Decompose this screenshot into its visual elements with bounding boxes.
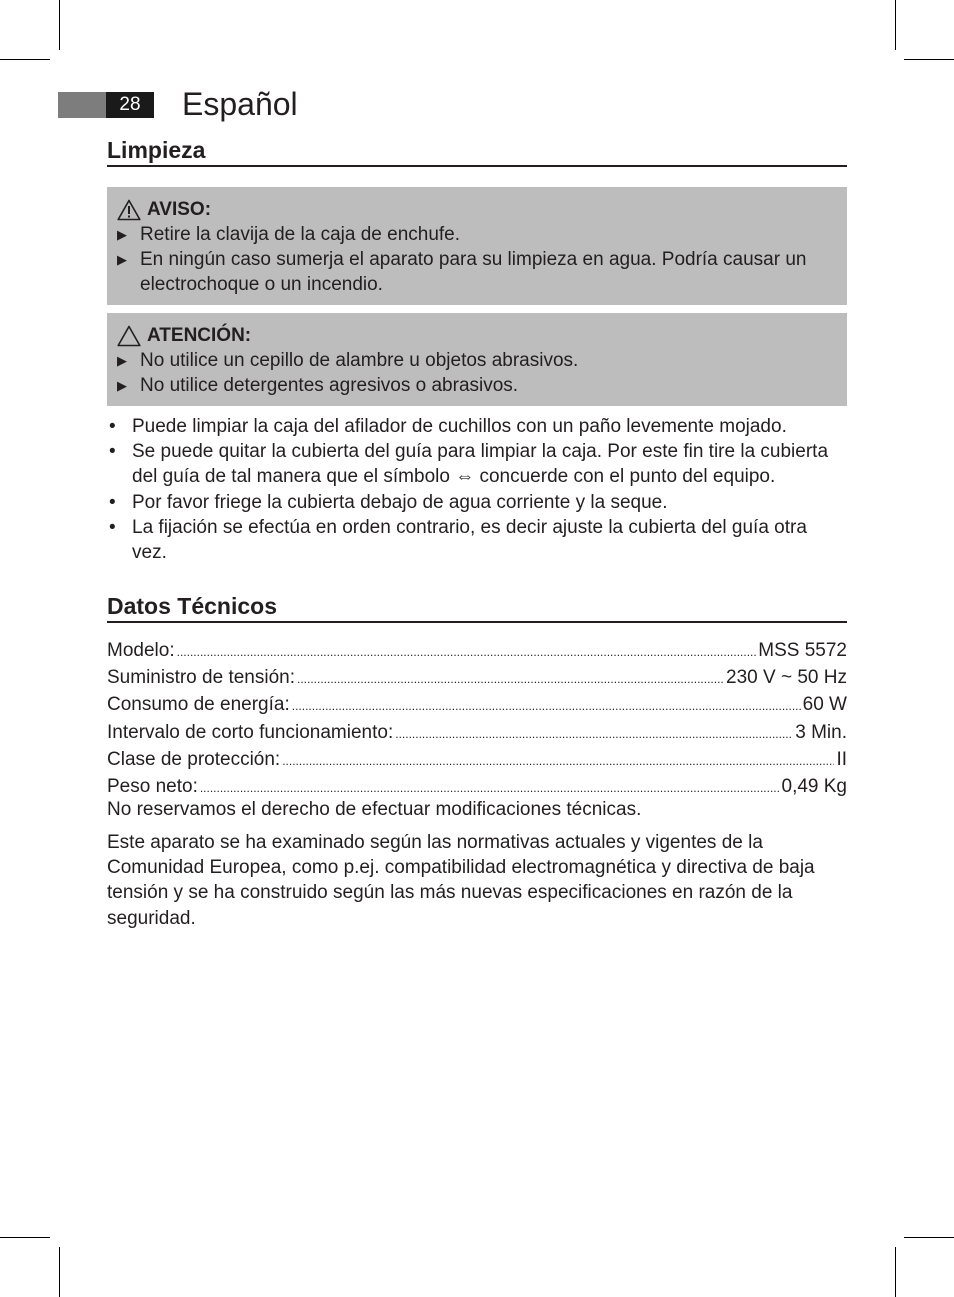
arrow-right-icon: ▶ [117, 353, 127, 368]
arrow-right-icon: ▶ [117, 378, 127, 393]
specs-table [107, 638, 847, 801]
caution-triangle-icon [117, 325, 141, 347]
caution-item [117, 348, 837, 373]
leader-dots [297, 665, 724, 692]
spec-label: Clase de protección: [107, 748, 281, 770]
list-item [107, 439, 847, 489]
spec-row [107, 665, 847, 692]
list-item-text: Se puede quitar la cubierta del guía para limpiar la caja. Por este fin tire la cubierta del guía de tal manera que el símbolo ⇔ concuerde con el punto del equipo. [132, 441, 829, 488]
crop-mark [904, 1237, 954, 1238]
section-title-specs: Datos Técnicos [107, 592, 847, 623]
spec-label: Intervalo de corto funcionamiento: [107, 721, 394, 743]
spec-row [107, 747, 847, 774]
caution-heading [117, 323, 837, 348]
arrow-right-icon: ▶ [117, 227, 127, 242]
list-item-text: Por favor friege la cubierta debajo de agua corriente y la seque. [132, 491, 668, 513]
cleaning-bullet-list [107, 414, 847, 565]
page-number: 28 [106, 92, 154, 118]
crop-mark [59, 1247, 60, 1297]
caution-item-text: No utilice un cepillo de alambre u objetos abrasivos. [140, 350, 579, 371]
spec-value: 3 Min. [795, 721, 847, 743]
warning-triangle-icon [117, 199, 141, 221]
crop-mark [895, 0, 896, 50]
warning-heading [117, 197, 837, 222]
warning-box [107, 187, 847, 305]
language-title: Español [182, 86, 298, 122]
warning-item-text: En ningún caso sumerja el aparato para su limpieza en agua. Podría causar un electrochoque o un incendio. [140, 249, 807, 295]
crop-mark [0, 59, 50, 60]
bullet-dot: • [109, 441, 116, 463]
spec-value: MSS 5572 [758, 640, 847, 661]
crop-mark [59, 0, 60, 50]
spec-value: II [836, 748, 847, 770]
spec-label: Modelo: [107, 640, 175, 661]
spec-value: 0,49 Kg [781, 776, 847, 798]
caution-heading-label: ATENCIÓN: [147, 325, 252, 346]
crop-mark [0, 1237, 50, 1238]
warning-item-text: Retire la clavija de la caja de enchufe. [140, 224, 461, 245]
spec-label: Consumo de energía: [107, 694, 290, 716]
spec-value: 60 W [802, 694, 847, 716]
crop-mark [895, 1247, 896, 1297]
bullet-dot: • [109, 516, 116, 538]
list-item [107, 490, 847, 515]
spec-label: Peso neto: [107, 776, 198, 798]
warning-item [117, 222, 837, 247]
spec-row [107, 638, 847, 665]
caution-box [107, 313, 847, 406]
modifications-note: No reservamos el derecho de efectuar modificaciones técnicas. [107, 799, 642, 820]
section-title-cleaning: Limpieza [107, 136, 847, 167]
leader-dots [177, 638, 757, 665]
conformity-statement: Este aparato se ha examinado según las normativas actuales y vigentes de la Comunidad Europea, como p.ej. compatibilidad electromagnética y directiva de baja tensión y se ha construido según las más nuevas especificaciones en razón de la seguridad. [107, 832, 815, 929]
list-item [107, 414, 847, 439]
spec-label: Suministro de tensión: [107, 667, 295, 689]
spec-value: 230 V ~ 50 Hz [726, 667, 847, 689]
list-item-text: Puede limpiar la caja del afilador de cuchillos con un paño levemente mojado. [132, 416, 787, 437]
bullet-dot: • [109, 491, 116, 513]
list-item-text: La fijación se efectúa en orden contrario, es decir ajuste la cubierta del guía otra vez. [132, 516, 807, 564]
spec-row [107, 720, 847, 747]
bullet-dot: • [109, 416, 116, 437]
leader-dots [395, 720, 793, 747]
caution-item-text: No utilice detergentes agresivos o abrasivos. [140, 375, 519, 396]
caution-item [117, 373, 837, 398]
spec-row [107, 692, 847, 719]
leader-dots [282, 747, 834, 774]
crop-mark [904, 59, 954, 60]
warning-item [117, 247, 837, 297]
leader-dots [292, 692, 801, 719]
list-item [107, 515, 847, 565]
warning-heading-label: AVISO: [147, 199, 212, 220]
arrow-right-icon: ▶ [117, 252, 127, 267]
